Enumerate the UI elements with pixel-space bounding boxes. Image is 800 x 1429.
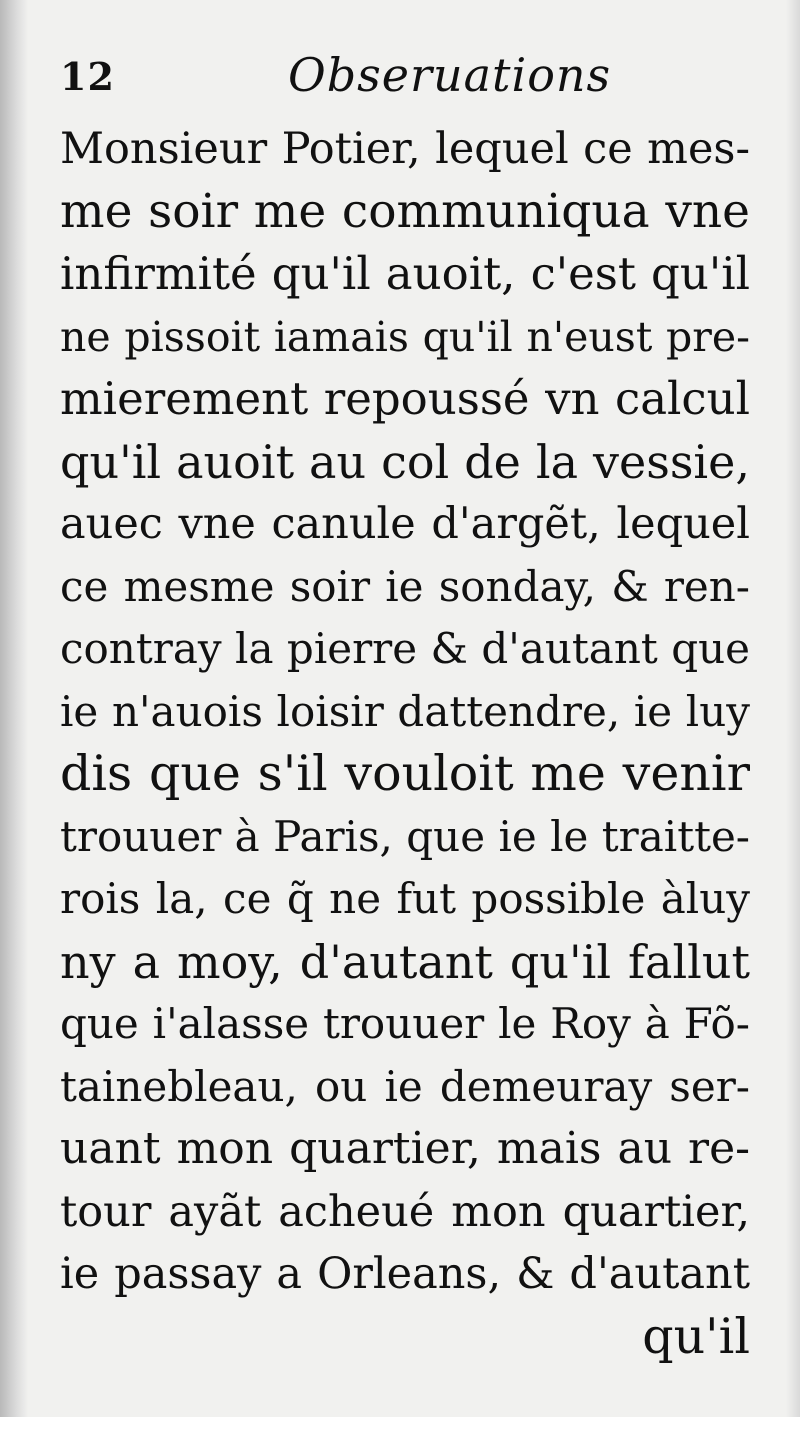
text-line: contray la pierre & d'autant que (60, 624, 750, 673)
text-line: ie n'auois loisir dattendre, ie luy (60, 686, 750, 736)
text-line: que i'alasse trouuer le Roy à Fõ- (60, 999, 750, 1048)
binding-shadow (0, 0, 28, 1429)
text-line: infirmité qu'il auoit, c'est qu'il (60, 247, 750, 300)
page-header (60, 48, 750, 106)
text-line: Monsieur Potier, lequel ce mes- (60, 124, 750, 174)
text-line: qu'il auoit au col de la vessie, (60, 434, 750, 489)
text-line: me soir me communiqua vne (60, 183, 750, 239)
text-line: ie passay a Orleans, & d'autant (60, 1249, 750, 1299)
text-line: trouuer à Paris, que ie le traitte- (60, 811, 750, 861)
text-line: mierement repoussé vn calcul (60, 372, 750, 425)
catchword: qu'il (642, 1307, 750, 1365)
text-line: rois la, ce q̃ ne fut possible àluy (60, 874, 750, 923)
text-line: auec vne canule d'argẽt, lequel (60, 499, 750, 549)
page-bottom-margin (0, 1417, 800, 1429)
text-line: ne pissoit iamais qu'il n'eust pre- (60, 312, 750, 361)
running-title: Obseruations (288, 48, 612, 102)
text-line: tainebleau, ou ie demeuray ser- (60, 1061, 750, 1111)
text-line: ny a moy, d'autant qu'il fallut (60, 934, 750, 989)
text-line: uant mon quartier, mais au re- (60, 1123, 750, 1174)
page-edge (786, 0, 800, 1429)
text-line: dis que s'il vouloit me venir (60, 745, 750, 802)
text-line: tour ayãt acheué mon quartier, (60, 1186, 750, 1237)
body-text (60, 118, 750, 1368)
text-line: ce mesme soir ie sonday, & ren- (60, 561, 750, 611)
page-number: 12 (60, 54, 115, 99)
